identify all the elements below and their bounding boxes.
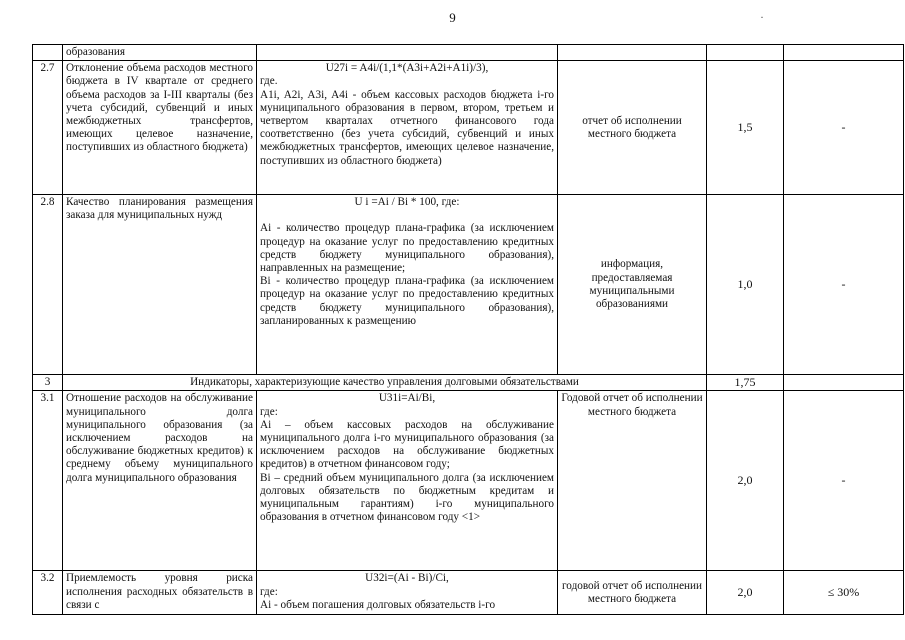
formula-description: Bi - количество процедур плана-графика (за исключением процедур на оказание услуг по предоставлению кредитных средств бюджету муниципального образования), запланированных к размещению	[260, 275, 554, 327]
row-number: 2.8	[33, 195, 63, 375]
indicator-name: образования	[63, 45, 257, 61]
indicator-name: Отношение расходов на обслуживание муниципального долга муниципального образования (за исключением расходов на обслуживание бюджетных кредитов) к среднему объему муниципального долга муниципального образования	[63, 391, 257, 571]
formula-note: где:	[260, 585, 278, 598]
section-weight: 1,75	[707, 375, 784, 391]
formula: U i =Ai / Bi * 100, где:	[354, 196, 460, 209]
section-row	[33, 375, 904, 391]
formula-note: где:	[260, 405, 278, 418]
indicator-name: Отклонение объема расходов местного бюджета в IV квартале от среднего объема расходов за I-III кварталы (без учета субсидий, субвенций и иных межбюджетных трансфертов, имеющих целевое назначение, поступивших из областного бюджета)	[63, 61, 257, 195]
weight-value: 1,0	[707, 195, 784, 375]
data-source: годовой отчет об исполнении местного бюджета	[558, 571, 707, 615]
limit-value: -	[784, 61, 904, 195]
section-title: Индикаторы, характеризующие качество управления долговыми обязательствами	[63, 375, 707, 391]
row-number: 2.7	[33, 61, 63, 195]
formula-description: Bi – средний объем муниципального долга (за исключением долговых обязательств по бюджетным кредитам и муниципальным гарантиям) i-го муниципального образования в отчетном финансовом году <1>	[260, 471, 554, 524]
formula-description: Ai - объем погашения долговых обязательств i-го	[260, 598, 496, 611]
formula: U32i=(Ai - Bi)/Ci,	[365, 572, 449, 585]
data-source: отчет об исполнении местного бюджета	[558, 61, 707, 195]
formula-cell	[257, 45, 558, 61]
formula-cell	[257, 195, 558, 375]
indicator-name: Качество планирования размещения заказа для муниципальных нужд	[63, 195, 257, 375]
table-row	[33, 45, 904, 61]
limit-value: -	[784, 391, 904, 571]
limit-cell	[784, 45, 904, 61]
data-source: Годовой отчет об исполнении местного бюджета	[558, 391, 707, 571]
weight-value: 1,5	[707, 61, 784, 195]
formula-note: где.	[260, 75, 278, 88]
formula-description: Ai - количество процедур плана-графика (за исключением процедур на оказание услуг по предоставлению кредитных средств бюджету муниципального образования), направленных на размещение;	[260, 222, 554, 275]
indicators-table	[32, 44, 904, 615]
formula-description: Ai – объем кассовых расходов на обслуживание муниципального долга i-го муниципального образования (за исключением расходов на обслуживание бюджетных кредитов) в отчетном финансовом году;	[260, 418, 554, 471]
source-cell	[558, 45, 707, 61]
data-source: информация, предоставляемая муниципальными образованиями	[558, 195, 707, 375]
formula-cell	[257, 391, 558, 571]
table-row	[33, 391, 904, 571]
formula-cell	[257, 61, 558, 195]
corner-mark: ·	[760, 10, 764, 24]
formula-cell	[257, 571, 558, 615]
page-number: 9	[449, 10, 456, 25]
weight-value: 2,0	[707, 391, 784, 571]
row-number: 3.1	[33, 391, 63, 571]
formula: U31i=Ai/Bi,	[378, 392, 436, 405]
limit-value: ≤ 30%	[784, 571, 904, 615]
formula-description: A1i, A2i, A3i, A4i - объем кассовых расходов бюджета i-го муниципального образования в первом, втором, третьем и четвертом кварталах отчетного финансового года соответственно (без учета субсидий, субвенций и иных межбюджетных трансфертов, имеющих целевое назначение, поступивших из областного бюджета)	[260, 88, 554, 167]
row-number: 3.2	[33, 571, 63, 615]
limit-value: -	[784, 195, 904, 375]
section-number: 3	[33, 375, 63, 391]
table-row	[33, 571, 904, 615]
weight-value: 2,0	[707, 571, 784, 615]
table-row	[33, 61, 904, 195]
weight-cell	[707, 45, 784, 61]
table-row	[33, 195, 904, 375]
formula: U27i = A4i/(1,1*(A3i+A2i+A1i)/3),	[325, 62, 489, 75]
limit-cell	[784, 375, 904, 391]
indicator-name: Приемлемость уровня риска исполнения расходных обязательств в связи с	[63, 571, 257, 615]
row-number	[33, 45, 63, 61]
